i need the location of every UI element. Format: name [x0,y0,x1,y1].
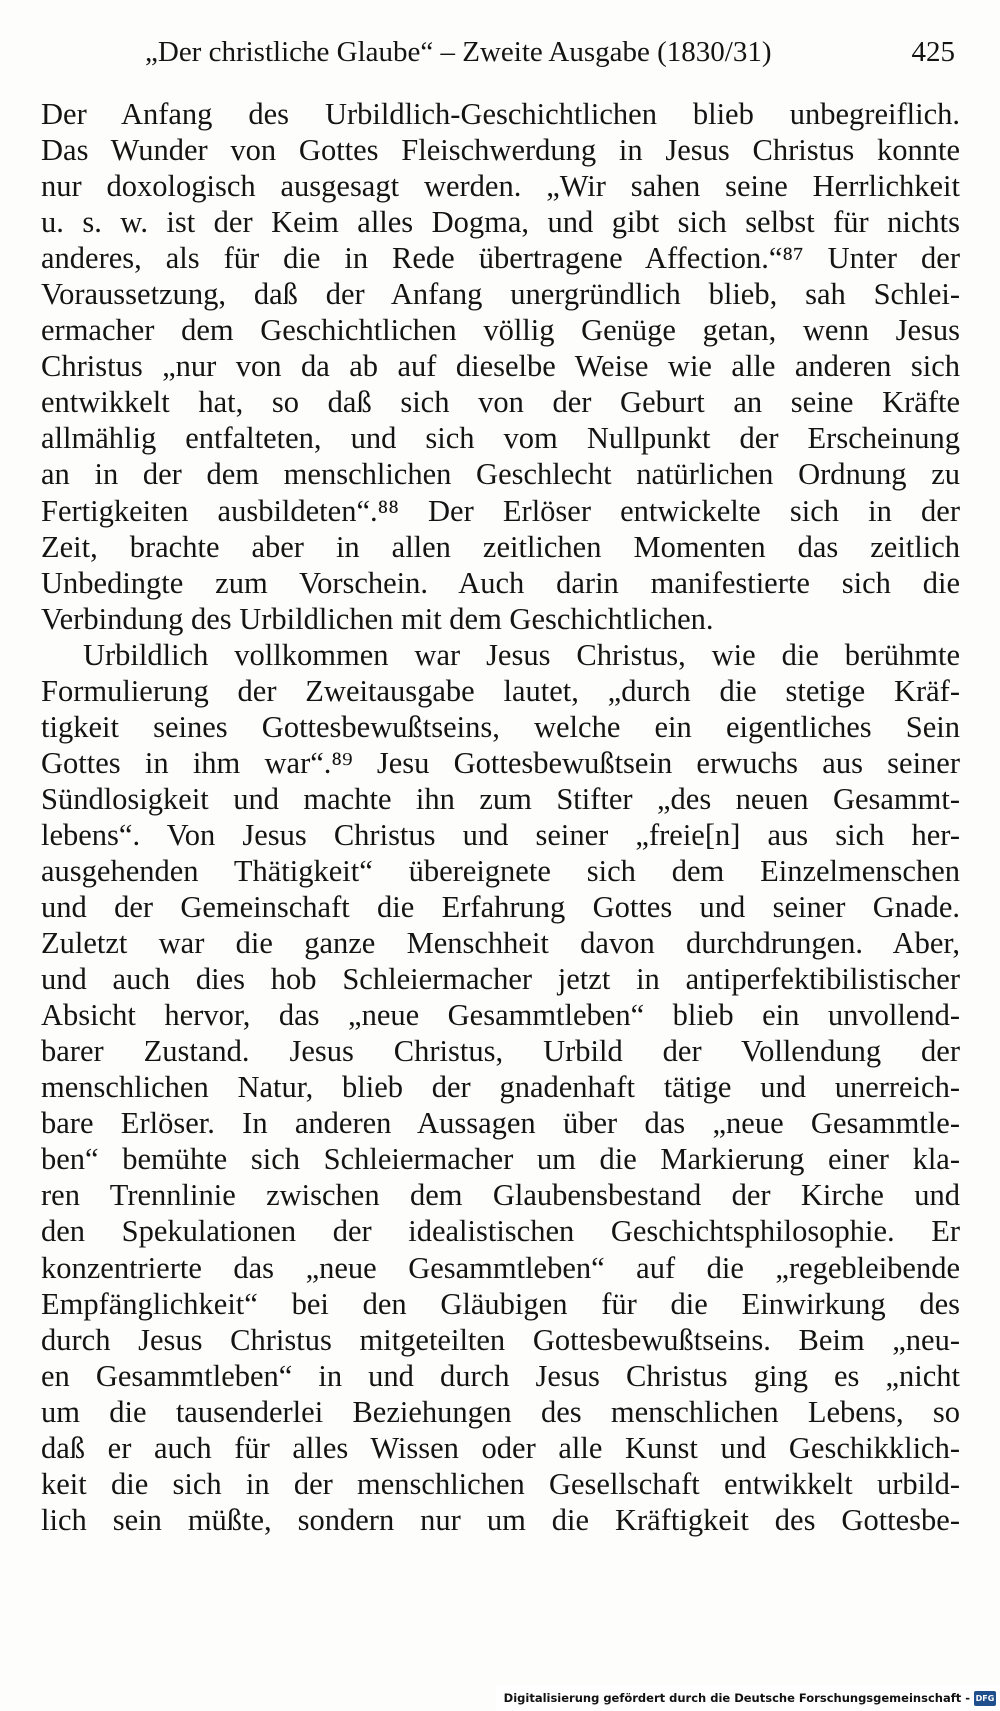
text-line: menschlichen Natur, blieb der gnadenhaft tätige und unerreich- [41,1070,960,1105]
digitization-footer [496,1685,1000,1711]
text-line: keit die sich in der menschlichen Gesellschaft entwikkelt urbild- [41,1466,960,1501]
text-line: ermacher dem Geschichtlichen völlig Genüge getan, wenn Jesus [41,313,960,348]
text-line: ausgehenden Thätigkeit“ übereignete sich dem Einzelmenschen [41,853,960,888]
text-line: tigkeit seines Gottesbewußtseins, welche ein eigentliches Sein [41,709,960,744]
text-line: nur doxologisch ausgesagt werden. „Wir sahen seine Herrlichkeit [41,169,960,204]
text-line: lebens“. Von Jesus Christus und seiner „freie[n] aus sich her- [41,817,960,852]
text-line: Formulierung der Zweitausgabe lautet, „durch die stetige Kräf- [41,673,960,708]
text-line: Fertigkeiten ausbildeten“.⁸⁸ Der Erlöser entwickelte sich in der [41,493,960,528]
text-line: Voraussetzung, daß der Anfang unergründlich blieb, sah Schlei- [41,277,960,312]
text-line: an in der dem menschlichen Geschlecht natürlichen Ordnung zu [41,457,960,492]
text-line: lich sein müßte, sondern nur um die Kräftigkeit des Gottesbe- [41,1502,960,1537]
text-line: Empfänglichkeit“ bei den Gläubigen für die Einwirkung des [41,1286,960,1321]
text-line: Der Anfang des Urbildlich-Geschichtlichen blieb unbegreiflich. [41,97,960,131]
footer-credit-text: Digitalisierung gefördert durch die Deutsche Forschungsgemeinschaft - [503,1691,970,1705]
text-line: ben“ bemühte sich Schleiermacher um die Markierung einer kla- [41,1142,960,1177]
text-line: Absicht hervor, das „neue Gesammtleben“ blieb ein unvollend- [41,998,960,1033]
text-line: entwikkelt hat, so daß sich von der Geburt an seine Kräfte [41,385,960,420]
text-line: daß er auch für alles Wissen oder alle Kunst und Geschikklich- [41,1430,960,1465]
text-line: Sündlosigkeit und machte ihn zum Stifter „des neuen Gesammt- [41,781,960,816]
text-line: Urbildlich vollkommen war Jesus Christus, wie die berühmte [83,637,960,672]
text-line: anderes, als für die in Rede übertragene Affection.“⁸⁷ Unter der [41,241,960,276]
body-text [41,96,960,1538]
dfg-logo-icon: DFG [974,1691,996,1706]
page-number: 425 [911,36,955,68]
text-line: Gottes in ihm war“.⁸⁹ Jesu Gottesbewußtsein erwuchs aus seiner [41,745,960,780]
text-line: und auch dies hob Schleiermacher jetzt in antiperfektibilistischer [41,962,960,997]
text-line: durch Jesus Christus mitgeteilten Gottesbewußtseins. Beim „neu- [41,1322,960,1357]
text-line: Verbindung des Urbildlichen mit dem Geschichtlichen. [41,601,714,636]
text-line: u. s. w. ist der Keim alles Dogma, und gibt sich selbst für nichts [41,205,960,240]
text-line: barer Zustand. Jesus Christus, Urbild der Vollendung der [41,1034,960,1069]
text-line: ren Trennlinie zwischen dem Glaubensbestand der Kirche und [41,1178,960,1213]
text-line: bare Erlöser. In anderen Aussagen über das „neue Gesammtle- [41,1106,960,1141]
text-line: Unbedingte zum Vorschein. Auch darin manifestierte sich die [41,565,960,600]
text-line: Zuletzt war die ganze Menschheit davon durchdrungen. Aber, [41,926,960,961]
text-line: Zeit, brachte aber in allen zeitlichen Momenten das zeitlich [41,529,960,564]
running-head-title: „Der christliche Glaube“ – Zweite Ausgabe (1830/31) [145,36,772,68]
running-head [145,30,955,74]
text-line: und der Gemeinschaft die Erfahrung Gottes und seiner Gnade. [41,890,960,925]
text-line: en Gesammtleben“ in und durch Jesus Christus ging es „nicht [41,1358,960,1393]
text-line: allmählig entfalteten, und sich vom Nullpunkt der Erscheinung [41,421,960,456]
text-line: den Spekulationen der idealistischen Geschichtsphilosophie. Er [41,1214,960,1249]
text-line: Das Wunder von Gottes Fleischwerdung in Jesus Christus konnte [41,133,960,168]
text-line: um die tausenderlei Beziehungen des menschlichen Lebens, so [41,1394,960,1429]
text-line: konzentrierte das „neue Gesammtleben“ auf die „regebleibende [41,1250,960,1285]
text-line: Christus „nur von da ab auf dieselbe Weise wie alle anderen sich [41,349,960,384]
